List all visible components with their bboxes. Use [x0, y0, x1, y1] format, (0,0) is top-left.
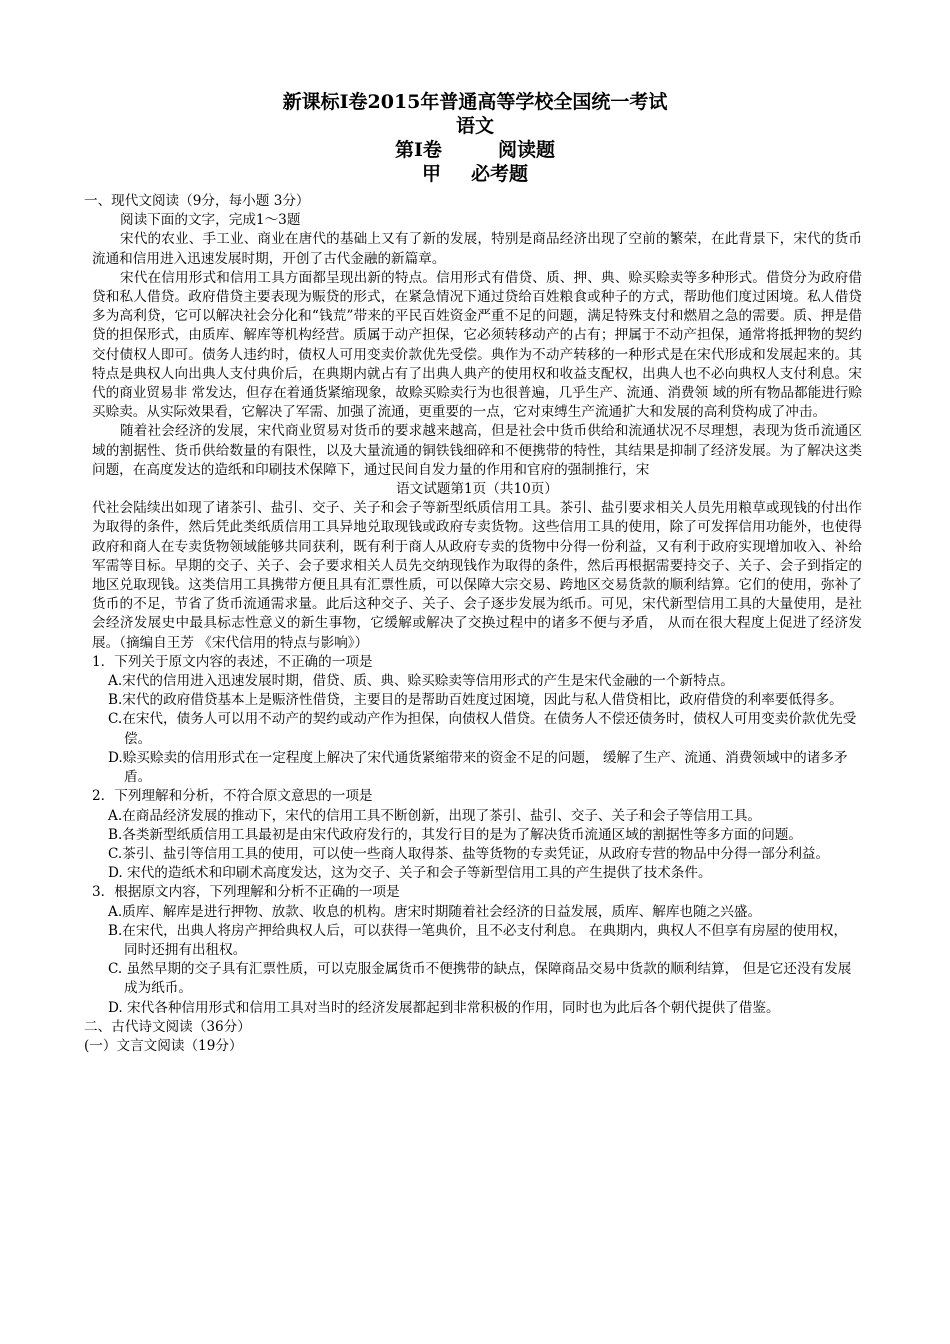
passage-paragraph-2: 宋代在信用形式和信用工具方面都呈现出新的特点。信用形式有借贷、质、押、典、赊买赊卖等多种形式。借贷分为政府借贷和私人借贷。政府借贷主要表现为赈贷的形式，在紧急情况下通过贷给百姓粮食或种子的方式，帮助他们度过困境。私人借贷多为高利贷，它可以解决社会分化和“钱荒”带来的平民百姓资金严重不足的问题，满足特殊支付和燃眉之急的需要。质、押是借贷的担保形式，由质库、解库等机构经营。质属于动产担保，它必须转移动产的占有；押属于不动产担保，通常将抵押物的契约交付债权人即可。债务人违约时，债权人可用变卖价款优先受偿。典作为不动产转移的一种形式是在宋代形成和发展起来的。其特点是典权人向出典人支付典价后，在典期内就占有了出典人典产的使用权和收益支配权，出典人也不必向典权人支付利息。宋代的商业贸易非 常发达，但存在着通货紧缩现象，故赊买赊卖行为也很普遍，几乎生产、流通、消费领 域的所有物品都能进行赊买赊卖。从实际效果看，它解决了军需、加强了流通，更重要的一点，它对束缚生产流通扩大和发展的高利贷构成了冲击。 [92, 269, 862, 421]
question-3 [92, 883, 862, 1017]
option-d: D. 宋代的造纸术和印刷术高度发达，这为交子、关子和会子等新型信用工具的产生提供了技术条件。 [108, 865, 712, 882]
reading-instruction: 阅读下面的文字，完成1～3题 [120, 212, 301, 229]
option-b: B.宋代的政府借贷基本上是赈济性借贷，主要目的是帮助百姓度过困境，因此与私人借贷相比，政府借贷的利率要低得多。 [108, 692, 843, 709]
question-stem: 1．下列关于原文内容的表述，不正确的一项是 [92, 653, 373, 670]
title-block [0, 90, 950, 186]
part-number: 第Ⅰ卷 [395, 139, 442, 161]
option-c: C.在宋代，债务人可以用不动产的契约或动产作为担保，向债权人借贷。在债务人不偿还债务时，债权人可用变卖价款优先受偿。 [108, 711, 857, 747]
section-type-letter: 甲 [421, 163, 441, 185]
subject-title: 语文 [455, 115, 494, 137]
question-stem: 2．下列理解和分析，不符合原文意思的一项是 [92, 788, 373, 805]
option-a: A.质库、解库是进行押物、放款、收息的机构。唐宋时期随着社会经济的日益发展，质库、解库也随之兴盛。 [108, 903, 762, 920]
passage-paragraph-1: 宋代的农业、手工业、商业在唐代的基础上又有了新的发展，特别是商品经济出现了空前的繁荣，在此背景下，宋代的货币流通和信用进入迅速发展时期，开创了古代金融的新篇章。 [92, 231, 862, 267]
exam-title: 新课标Ⅰ卷2015年普通高等学校全国统一考试 [282, 91, 668, 113]
option-a: A.宋代的信用进入迅速发展时期，借贷、质、典、赊买赊卖等信用形式的产生是宋代金融的一个新特点。 [108, 673, 734, 690]
page-footer: 语文试题第1页（共10页） [396, 481, 558, 498]
option-d: D. 宋代各种信用形式和信用工具对当时的经济发展都起到非常积极的作用，同时也为此后各个朝代提供了借鉴。 [108, 999, 780, 1016]
option-b: B.各类新型纸质信用工具最初是由宋代政府发行的，其发行目的是为了解决货币流通区域的割据性等多方面的问题。 [108, 826, 802, 843]
question-2 [92, 787, 862, 883]
section-type-name: 必考题 [471, 163, 529, 185]
option-d: D.赊买赊卖的信用形式在一定程度上解决了宋代通货紧缩带来的资金不足的问题， 缓解了生产、流通、消费领域中的诸多矛盾。 [108, 749, 848, 786]
exam-body [84, 192, 862, 1056]
question-stem: 3．根据原文内容，下列理解和分析不正确的一项是 [92, 884, 400, 901]
passage-paragraph-3b: 代社会陆续出如现了诸茶引、盐引、交子、关子和会子等新型纸质信用工具。茶引、盐引要求相关人员先用粮草或现钱的付出作为取得的条件，然后凭此类纸质信用工具异地兑取现钱或政府专卖货物。这些信用工具的使用，除了可发挥信用功能外，也使得政府和商人在专卖货物领域能够共同获利，既有利于商人从政府专卖的货物中分得一份利益，又有利于政府实现增加收入、补给军需等目标。早期的交子、关子、会子要求相关人员先交纳现钱作为取得的条件，然后再根据需要持交子、关子、会子到指定的地区兑取现钱。这类信用工具携带方便且具有汇票性质，可以保障大宗交易、跨地区交易货款的顺利结算。它们的使用，弥补了货币的不足，节省了货币流通需求量。此后这种交子、关子、会子逐步发展为纸币。可见，宋代新型信用工具的大量使用，是社会经济发展史中最具标志性意义的新生事物，它缓解或解决了交换过程中的诸多不便与矛盾， 从而在很大程度上促进了经济发展。（摘编自王芳 《宋代信用的特点与影响》） [92, 500, 862, 651]
option-a: A.在商品经济发展的推动下，宋代的信用工具不断创新，出现了茶引、盐引、交子、关子和会子等信用工具。 [108, 807, 762, 824]
passage-paragraph-3a: 随着社会经济的发展，宋代商业贸易对货币的要求越来越高，但是社会中货币供给和流通状况不尽理想，表现为货币流通区域的割据性、货币供给数量的有限性，以及大量流通的铜铁钱细碎和不便携带的特性，其结果是抑制了经济发展。为了解决这类问题，在高度发达的造纸和印刷技术保障下，通过民间自发力量的作用和官府的强制推行，宋 [92, 423, 862, 478]
part-name: 阅读题 [497, 139, 555, 161]
question-1 [92, 653, 862, 787]
option-b: B.在宋代，出典人将房产押给典权人后，可以获得一笔典价，且不必支付利息。 在典期内，典权人不但享有房屋的使用权， 同时还拥有出租权。 [108, 922, 848, 958]
option-c: C.茶引、盐引等信用工具的使用，可以使一些商人取得茶、盐等货物的专卖凭证，从政府专营的物品中分得一部分利益。 [108, 845, 830, 862]
section2-subheading: (一）文言文阅读（19分） [84, 1037, 243, 1054]
section2-heading: 二、古代诗文阅读（36分） [84, 1018, 251, 1035]
part-title [0, 138, 950, 162]
section1-heading: 一、现代文阅读（9分，每小题 3分） [84, 193, 310, 209]
section-type-title [0, 162, 950, 186]
option-c: C. 虽然早期的交子具有汇票性质，可以克服金属货币不便携带的缺点，保障商品交易中货款的顺利结算， 但是它还没有发展成为纸币。 [108, 961, 852, 997]
